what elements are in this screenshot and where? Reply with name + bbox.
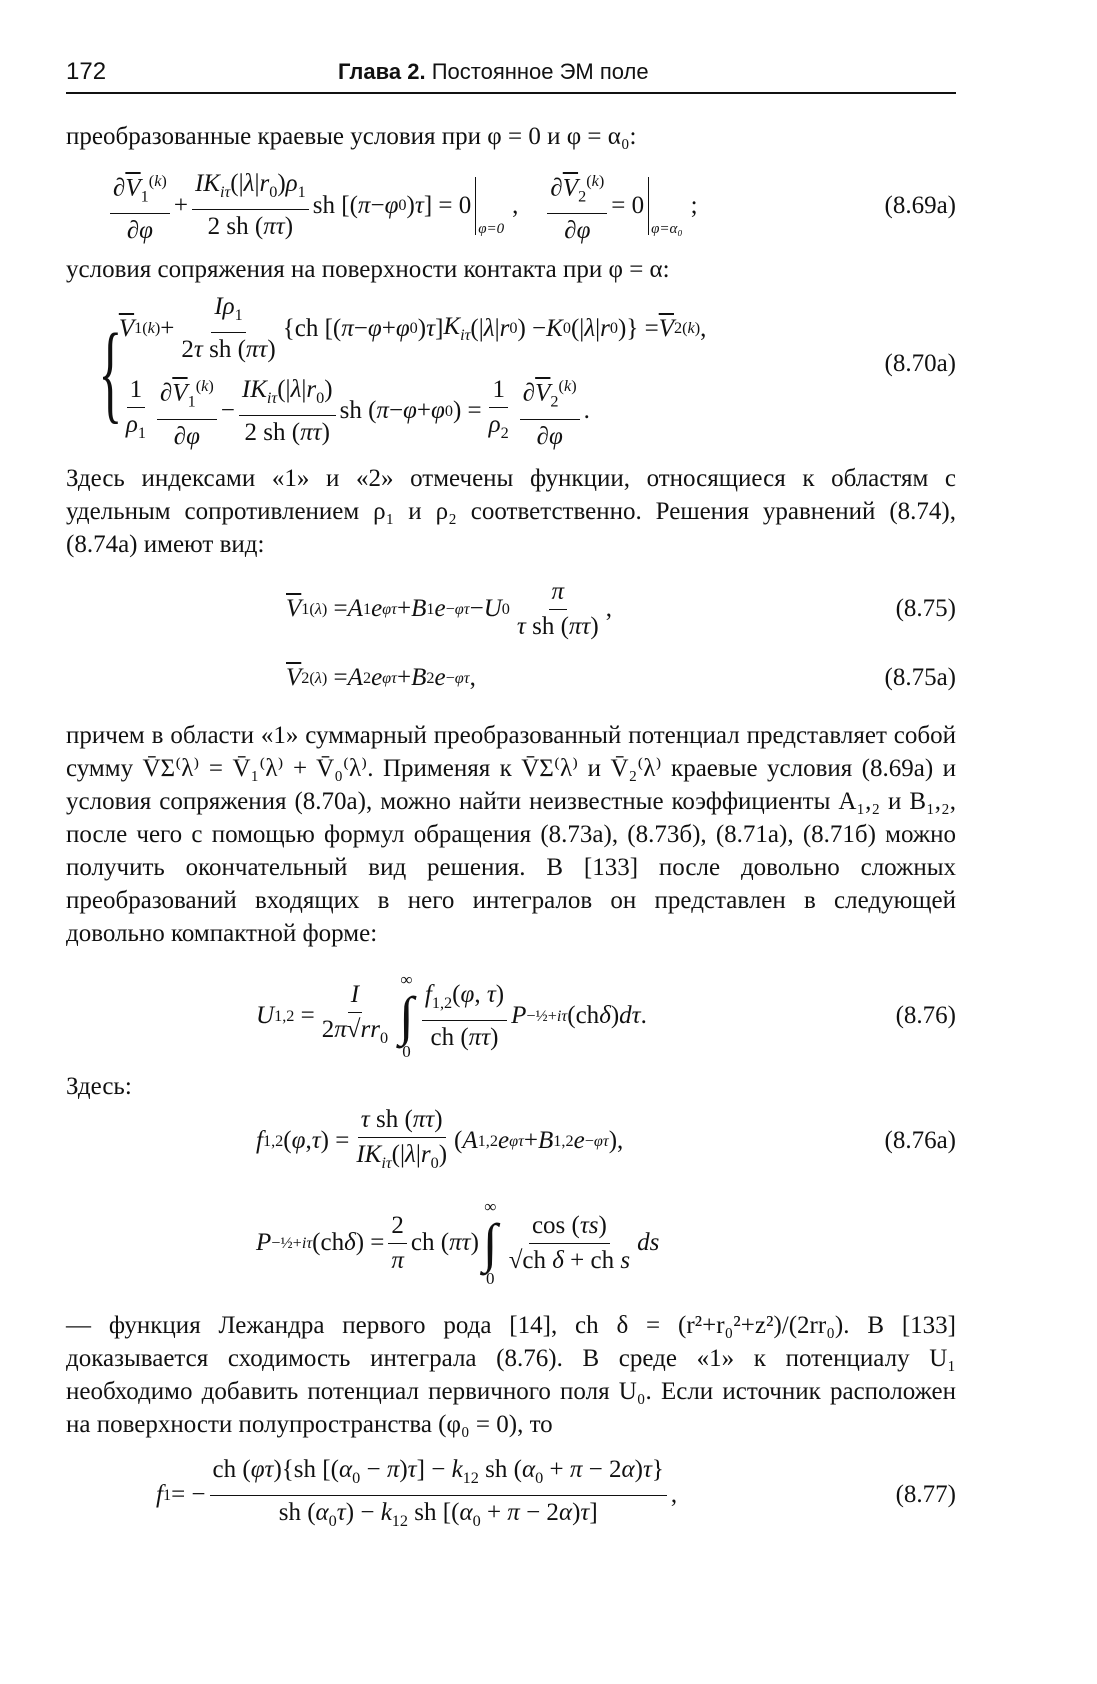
running-title: Глава 2. Постоянное ЭМ поле	[338, 59, 649, 84]
equation-number: (8.70a)	[884, 350, 956, 377]
page-header	[66, 58, 956, 94]
page-number: 172	[66, 58, 107, 85]
equation-8-69a: $\frac{\partial\overline{V}_1^{(k)}}{\partial\varphi}$ + $\frac{IK_{i\tau}(|\lambda|r_0)\rho_1}{2 sh (\pi\tau)}$ sh [( π − φ 0 ) τ ] = 0 φ=0 , $\frac{\partial\overline{V}_2^{(k)}}{\partial\varphi}$ = 0 φ=α₀ ; (8.69a)	[106, 161, 956, 251]
equation-8-76a: f 1,2 ( φ , τ ) = $\frac{\text{τ sh (πτ)}}{IK_{i\tau}(|\lambda|r_0)}$ ( A 1,2 e φτ + B 1,2 e −φτ ), (8.76a)	[256, 1105, 956, 1172]
paragraph-3: Здесь индексами «1» и «2» отмечены функции, относящиеся к областям с удельным сопротивлением ρ₁ и ρ₂ соответственно. Решения уравнений (8.74), (8.74a) имеют вид:	[66, 465, 956, 558]
paragraph-6: — функция Лежандра первого рода [14], ch δ = (r²+r₀²+z²)/(2rr₀). В [133] доказывается сходимость интеграла (8.76). В среде «1» к потенциалу U₁ необходимо добавить потенциал первичного поля U₀. Если источник расположен на поверхности полупространства (φ₀ = 0), то	[66, 1312, 956, 1438]
equation-legendre: P −½+iτ (ch δ ) = $\frac{2}{\pi}$ ch ( πτ ) ∞ ∫ 0 $\frac{\cos (\tau s)}{\text{√ch δ + ch s}}$ ds	[256, 1197, 660, 1288]
equation-number: (8.77)	[895, 1481, 956, 1508]
equation-8-76: U 1,2 = $\frac{I}{2\pi√rr_0}$ ∞ ∫ 0 $\frac{f_{1,2}(\varphi, \tau)}{ch (\pi\tau)}$ P −½+iτ (ch δ ) dτ . (8.76)	[256, 970, 956, 1061]
equation-number: (8.76)	[895, 1002, 956, 1029]
equation-number: (8.69a)	[884, 192, 956, 219]
equation-8-77: f 1 = − $\frac{ch (\varphi\tau)\{sh [(\alpha_0 - \pi)\tau] - k_{12} sh (\alpha_0 + \pi - 2\alpha)\tau\}}{sh (\alpha_0\tau) - k_{12} sh [(\alpha_0 + \pi - 2\alpha)\tau]}$ , (8.77)	[156, 1455, 956, 1530]
paragraph-2: условия сопряжения на поверхности контакта при φ = α:	[66, 256, 670, 283]
equation-number: (8.76a)	[884, 1127, 956, 1154]
equation-8-70a: { $\overline{V}$ 1 (k) + $\frac{I\rho_1}{\text{2τ sh (πτ)}}$ {ch [( π − φ + φ 0 ) τ ] $K_{i\tau}$ (| λ | r 0 ) − K 0 (| λ | r 0 )} = $\overline{V}$ 2 (k) , $\frac{1}{\rho_1}$ $\frac{\partial\overline{V}_1^{(k)}}{\partial\varphi}$ − $\frac{IK_{i\tau}(|\lambda|r_0)}{2 sh (\pi\tau)}$ sh ( π − φ + φ 0 ) = $\frac{1}{\rho_2}$ $\frac{\partial\overline{V}_2^{(k)}}{\partial\varphi}$ . (8.70a)	[98, 293, 956, 450]
equation-number: (8.75a)	[884, 664, 956, 691]
paragraph-1: преобразованные краевые условия при φ = 0 и φ = α₀:	[66, 123, 637, 150]
book-page	[66, 58, 956, 1535]
paragraph-4: причем в области «1» суммарный преобразованный потенциал представляет собой сумму V̄Σ⁽λ⁾ = V̄₁⁽λ⁾ + V̄₀⁽λ⁾. Применяя к V̄Σ⁽λ⁾ и V̄₂⁽λ⁾ краевые условия (8.69a) и условия сопряжения (8.70a), можно найти неизвестные коэффициенты A₁,₂ и B₁,₂, после чего с помощью формул обращения (8.73a), (8.73б), (8.71a), (8.71б) можно получить окончательный вид решения. В [133] после довольно сложных преобразований входящих в него интегралов он представлен в следующей довольно компактной форме:	[66, 722, 956, 947]
equation-8-75a: $\overline{V}$ 2 (λ) = A 2 e φτ + B 2 e −φτ , (8.75a)	[286, 664, 956, 691]
equation-8-75: $\overline{V}$ 1 (λ) = A 1 e φτ + B 1 e −φτ − U 0 $\frac{\pi}{\text{τ sh (πτ)}}$ , (8.75)	[286, 577, 956, 640]
equation-number: (8.75)	[895, 595, 956, 622]
paragraph-5: Здесь:	[66, 1073, 132, 1100]
